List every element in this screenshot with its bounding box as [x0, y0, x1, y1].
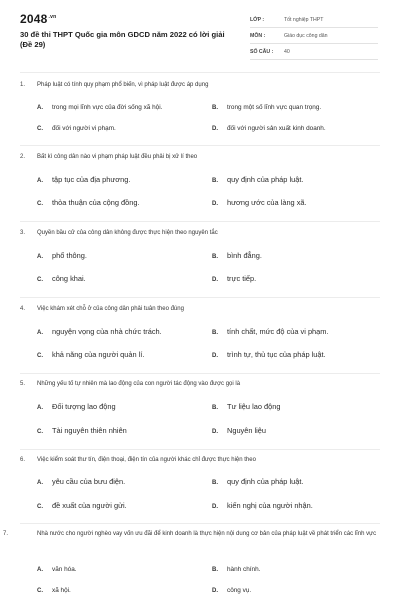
- option-d[interactable]: [212, 198, 307, 209]
- meta-row-grade: [250, 13, 378, 28]
- meta-row-subject: [250, 29, 378, 44]
- option-text: đề xuất của người gửi.: [52, 501, 127, 510]
- option-letter: A.: [37, 330, 43, 336]
- question-body: Những yếu tố tự nhiên mà lao động của con người tác động vào được gọi là: [37, 381, 241, 387]
- option-text: hương ước của làng xã.: [227, 198, 307, 207]
- question-text: [20, 379, 380, 389]
- option-text: Đối tượng lao động: [52, 402, 116, 411]
- option-text: phổ thông.: [52, 251, 87, 260]
- logo-tld: .vn: [48, 14, 57, 20]
- option-text: trong một số lĩnh vực quan trọng.: [227, 104, 322, 111]
- question-divider: [20, 523, 380, 524]
- meta-row-question-count: [250, 45, 378, 60]
- option-text: văn hóa.: [52, 566, 77, 573]
- question-number: 2.: [20, 154, 26, 160]
- logo-number: 2048: [20, 12, 48, 26]
- meta-key: SỐ CÂU :: [250, 49, 274, 55]
- option-letter: B.: [212, 254, 218, 260]
- option-c[interactable]: [37, 426, 127, 437]
- option-text: nguyện vọng của nhà chức trách.: [52, 327, 162, 336]
- option-text: trực tiếp.: [227, 274, 257, 283]
- option-a[interactable]: [37, 175, 130, 186]
- option-text: Tư liệu lao động: [227, 402, 281, 411]
- question-number: 7.: [3, 531, 9, 537]
- option-d[interactable]: [212, 274, 256, 285]
- option-b[interactable]: [212, 103, 321, 113]
- option-letter: C.: [37, 429, 43, 435]
- option-letter: B.: [212, 480, 218, 486]
- option-letter: B.: [212, 330, 218, 336]
- meta-value: Giáo dục công dân: [284, 33, 328, 39]
- option-c[interactable]: [37, 124, 116, 134]
- question-text: [20, 228, 380, 238]
- option-letter: B.: [212, 105, 218, 111]
- option-letter: A.: [37, 178, 43, 184]
- option-letter: C.: [37, 504, 43, 510]
- option-text: Nguyên liệu: [227, 426, 267, 435]
- question-number: 5.: [20, 381, 26, 387]
- question-divider: [20, 221, 380, 222]
- question-body: Bất kì công dân nào vi phạm pháp luật đều phải bị xử lí theo: [37, 154, 198, 160]
- option-letter: D.: [212, 429, 218, 435]
- header-divider: [20, 72, 380, 73]
- option-text: thỏa thuận của cộng đồng.: [52, 198, 140, 207]
- question-text: [20, 304, 380, 314]
- document-meta: [250, 13, 378, 61]
- option-text: yêu cầu của bưu điện.: [52, 477, 126, 486]
- option-letter: A.: [37, 254, 43, 260]
- option-a[interactable]: [37, 103, 162, 113]
- question-body: Nhà nước cho người nghèo vay vốn ưu đãi để kinh doanh là thực hiện nội dung cơ bản của pháp luật về phát triển các lĩnh vực: [37, 531, 377, 537]
- option-letter: D.: [212, 277, 218, 283]
- option-b[interactable]: [212, 565, 260, 575]
- option-a[interactable]: [37, 402, 116, 413]
- option-d[interactable]: [212, 586, 251, 596]
- question-divider: [20, 449, 380, 450]
- option-letter: B.: [212, 405, 218, 411]
- question-text: [20, 80, 380, 90]
- option-letter: C.: [37, 588, 43, 594]
- option-letter: D.: [212, 588, 218, 594]
- question-body: Pháp luật có tính quy phạm phổ biến, vì pháp luật được áp dụng: [37, 82, 209, 88]
- question-body: Việc khám xét chỗ ở của công dân phải tuân theo đúng: [37, 306, 184, 312]
- option-d[interactable]: [212, 124, 326, 134]
- option-text: kiến nghị của người nhận.: [227, 501, 313, 510]
- option-b[interactable]: [212, 402, 280, 413]
- option-letter: A.: [37, 567, 43, 573]
- option-letter: B.: [212, 567, 218, 573]
- question-divider: [20, 297, 380, 298]
- option-letter: D.: [212, 126, 218, 132]
- option-b[interactable]: [212, 251, 262, 262]
- option-c[interactable]: [37, 350, 144, 361]
- option-text: công khai.: [52, 274, 86, 283]
- option-letter: C.: [37, 277, 43, 283]
- option-text: quy định của pháp luật.: [227, 175, 304, 184]
- site-logo[interactable]: [20, 12, 56, 26]
- option-text: khả năng của người quản lí.: [52, 350, 145, 359]
- option-text: hành chính.: [227, 566, 261, 573]
- option-a[interactable]: [37, 565, 77, 575]
- option-letter: C.: [37, 201, 43, 207]
- meta-key: MÔN :: [250, 33, 266, 39]
- option-a[interactable]: [37, 251, 87, 262]
- question-number: 1.: [20, 82, 26, 88]
- option-text: xã hội.: [52, 587, 71, 594]
- option-text: trình tự, thủ tục của pháp luật.: [227, 350, 326, 359]
- option-d[interactable]: [212, 426, 266, 437]
- option-letter: D.: [212, 201, 218, 207]
- option-text: công vụ.: [227, 587, 252, 594]
- option-c[interactable]: [37, 198, 140, 209]
- option-d[interactable]: [212, 501, 313, 512]
- option-letter: C.: [37, 126, 43, 132]
- question-number: 3.: [20, 230, 26, 236]
- option-letter: A.: [37, 405, 43, 411]
- option-letter: A.: [37, 105, 43, 111]
- document-title: 30 đề thi THPT Quốc gia môn GDCD năm 2022 có lời giải (Đề 29): [20, 30, 225, 49]
- option-text: quy định của pháp luật.: [227, 477, 304, 486]
- option-b[interactable]: [212, 477, 303, 488]
- question-body: Việc kiểm soát thư tín, điện thoại, điện tín của người khác chỉ được thực hiện theo: [37, 457, 256, 463]
- question-text: [3, 529, 380, 539]
- option-c[interactable]: [37, 586, 71, 596]
- meta-key: LỚP :: [250, 17, 265, 23]
- option-b[interactable]: [212, 327, 328, 338]
- option-letter: A.: [37, 480, 43, 486]
- option-letter: D.: [212, 504, 218, 510]
- option-text: tính chất, mức độ của vi phạm.: [227, 327, 329, 336]
- option-d[interactable]: [212, 350, 326, 361]
- option-c[interactable]: [37, 501, 127, 512]
- question-divider: [20, 373, 380, 374]
- question-number: 6.: [20, 457, 26, 463]
- question-divider: [20, 145, 380, 146]
- option-letter: C.: [37, 353, 43, 359]
- question-text: [20, 455, 380, 465]
- option-letter: B.: [212, 178, 218, 184]
- question-text: [20, 152, 380, 162]
- option-text: đối với người vi phạm.: [52, 125, 116, 132]
- option-a[interactable]: [37, 327, 162, 338]
- option-c[interactable]: [37, 274, 86, 285]
- option-text: đối với người sản xuất kinh doanh.: [227, 125, 326, 132]
- meta-value: Tốt nghiệp THPT: [284, 17, 324, 23]
- question-body: Quyền bầu cử của công dân không được thực hiện theo nguyên tắc: [37, 230, 218, 236]
- option-text: trong mọi lĩnh vực của đời sống xã hội.: [52, 104, 163, 111]
- option-letter: D.: [212, 353, 218, 359]
- option-text: tập tục của địa phương.: [52, 175, 131, 184]
- question-number: 4.: [20, 306, 26, 312]
- option-text: bình đẳng.: [227, 251, 262, 260]
- option-a[interactable]: [37, 477, 125, 488]
- meta-value: 40: [284, 49, 290, 55]
- document-header: [0, 0, 400, 68]
- option-text: Tài nguyên thiên nhiên: [52, 426, 127, 435]
- option-b[interactable]: [212, 175, 303, 186]
